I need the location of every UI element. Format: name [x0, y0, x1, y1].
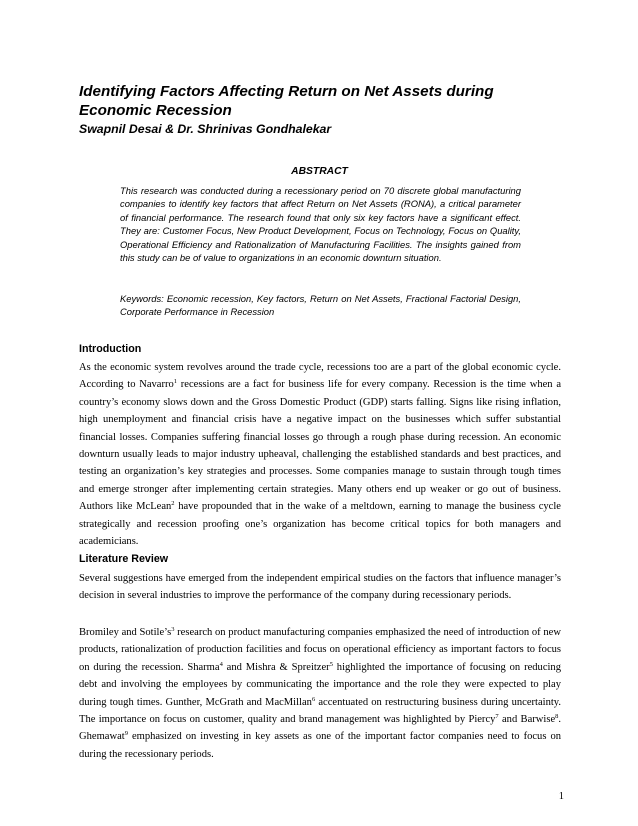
footnote-ref-7: 7 — [495, 713, 499, 721]
paper-authors: Swapnil Desai & Dr. Shrinivas Gondhalekar — [79, 122, 332, 136]
text-run: Bromiley and Sotile’s — [79, 627, 172, 638]
text-run: emphasized on investing in key assets as one of the important factor companies need to focus on during the recessionary periods. — [79, 731, 561, 760]
footnote-ref-6: 6 — [311, 695, 316, 703]
footnote-ref-8: 8 — [555, 713, 559, 721]
text-run: accentuated on restructuring business during uncertainty. The importance on focus on customer, quality and brand management was highlighted by Piercy — [79, 696, 562, 726]
footnote-ref-2: 2 — [171, 500, 175, 508]
abstract-heading: ABSTRACT — [291, 166, 348, 177]
text-run: highlighted the importance of focusing on reducing debt and involving the employees by communicating the importance and the role they were expected to play during tough times. Gunther, McGrath and MacMillan — [79, 661, 561, 708]
text-run: research on product manufacturing companies emphasized the need of introduction of new products, rationalization of production facilities and focus on operational efficiency as important factors to focus on during the recession. Sharma — [79, 627, 561, 673]
text-run: . Ghemawat — [79, 714, 562, 743]
literature-paragraph-1: Several suggestions have emerged from the independent empirical studies on the factors that influence manager’s decision in several industries to improve the performance of the company during recessionary periods. — [79, 573, 561, 602]
text-run: recessions are a fact for business life for every company. Recession is the time when a country’s economy slows down and the Gross Domestic Product (GDP) starts falling. Signs like rising inflation, high unemployment and financial crisis have a negative impact on the businesses which suffer substantial financial losses. Companies suffering financial losses go through a rough phase during recession. An economic downturn usually leads to major industry upheaval, challenging the established standards and best practices, and testing an organization’s key strategies and processes. Some companies manage to sustain through tough times and emerge stronger after implementing certain strategies. Many others end up weaker or go out of business. Authors like McLean — [79, 379, 562, 513]
introduction-paragraph — [79, 359, 561, 550]
footnote-ref-3: 3 — [171, 626, 175, 633]
introduction-heading: Introduction — [79, 343, 142, 355]
abstract-text: This research was conducted during a recessionary period on 70 discrete global manufacturing companies to identify key factors that affect Return on Net Assets (RONA), a critical parameter of financial performance. The research found that only six key factors have a significant effect. They are: Customer Focus, New Product Development, Focus on Technology, Focus on Quality, Operational Efficiency and Rationalization of Manufacturing Facilities. The insights gained from this study can be of value to organizations in an economic downturn situation. — [120, 185, 521, 264]
text-run: and Barwise — [498, 714, 556, 726]
text-run: As the economic system revolves around the trade cycle, recessions too are a part of the global economic cycle. According to Navarro — [79, 362, 561, 391]
footnote-ref-5: 5 — [329, 660, 333, 668]
footnote-ref-9: 9 — [124, 730, 128, 738]
page-number: 1 — [558, 791, 564, 802]
literature-paragraph-2 — [79, 624, 561, 763]
literature-review-heading: Literature Review — [79, 553, 169, 565]
footnote-ref-4: 4 — [219, 660, 223, 668]
text-run: and Mishra & Spreitzer — [222, 661, 330, 673]
keywords: Keywords: Economic recession, Key factors, Return on Net Assets, Fractional Factorial Design, Corporate Performance in Recession — [120, 293, 521, 318]
footnote-ref-1: 1 — [173, 378, 178, 386]
text-run: have propounded that in the wake of a meltdown, earning to manage the business cycle strategically and recession proofing one’s organization has become critical topics for both managers and academicians. — [79, 501, 561, 548]
paper-title: Identifying Factors Affecting Return on Net Assets during Economic Recession — [79, 83, 494, 119]
